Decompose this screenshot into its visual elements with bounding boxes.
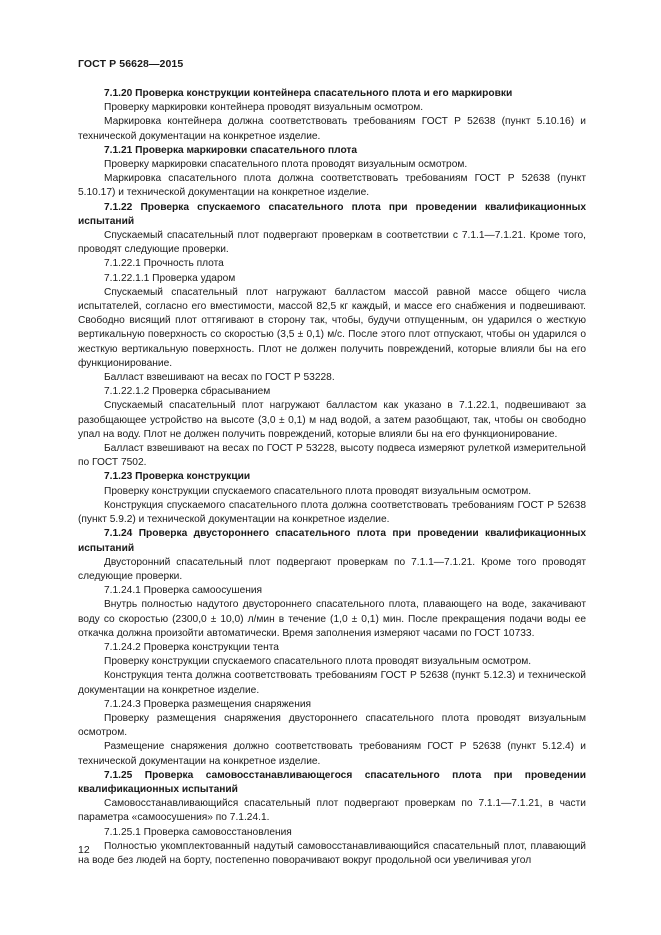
paragraph: Спускаемый спасательный плот нагружают балластом массой равной массе общего числа испытателей, согласно его вместимости, массой 82,5 кг каждый, и массе его снабжения и подвешивают. Свободно висящий плот оттягивают в сторону так, чтобы, будучи отпущенным, он ударился о жесткую вертикальную поверхность со скоростью (3,5 ± 0,1) м/с. После этого плот отпускают, чтобы он ударился о жесткую вертикальную поверхность. Плот не должен получить повреждений, которые влияли бы на его функционирование.: [78, 286, 586, 369]
paragraph: Балласт взвешивают на весах по ГОСТ Р 53228, высоту подвеса измеряют рулеткой измерительной по ГОСТ 7502.: [78, 443, 586, 469]
paragraph: Самовосстанавливающийся спасательный плот подвергают проверкам по 7.1.1—7.1.21, в части параметра «самоосушения» по 7.1.24.1.: [78, 798, 586, 824]
paragraph: Спускаемый спасательный плот нагружают балластом как указано в 7.1.22.1, подвешивают за разобщающее устройство на высоте (3,0 ± 0,1) м над водой, а затем разобщают, так, чтобы он свободно упал на воду. Плот не должен получить повреждений, которые влияли бы на его функционирование.: [78, 400, 586, 440]
paragraph: 7.1.22.1.2 Проверка сбрасыванием: [104, 386, 271, 398]
paragraph: Конструкция спускаемого спасательного плота должна соответствовать требованиям ГОСТ Р 52638 (пункт 5.9.2) и технической документации на конкретное изделие.: [78, 499, 586, 526]
paragraph: Маркировка контейнера должна соответствовать требованиям ГОСТ Р 52638 (пункт 5.10.16) и технической документации на конкретное изделие.: [78, 116, 586, 142]
paragraph: Проверку конструкции спускаемого спасательного плота проводят визуальным осмотром.: [104, 656, 532, 668]
paragraph: 7.1.22.1.1 Проверка ударом: [104, 272, 236, 284]
section-heading: 7.1.21 Проверка маркировки спасательного плота: [104, 144, 358, 156]
paragraph: Внутрь полностью надутого двустороннего спасательного плота, плавающего на воде, закачивают воду со скоростью (2300,0 ± 10,0) л/мин в течение (1,0 ± 0,1) мин. После прекращения подачи воды ее откачка должна произойти автоматически. Время заполнения измеряют часами по ГОСТ 10733.: [78, 599, 586, 639]
paragraph: Балласт взвешивают на весах по ГОСТ Р 53228.: [104, 372, 335, 384]
paragraph: 7.1.22.1 Прочность плота: [104, 258, 224, 270]
paragraph: 7.1.24.3 Проверка размещения снаряжения: [104, 698, 312, 710]
section-heading: 7.1.24 Проверка двустороннего спасательного плота при проведении квалификационных испытаний: [78, 528, 586, 554]
paragraph: Маркировка спасательного плота должна соответствовать требованиям ГОСТ Р 52638 (пункт 5.10.17) и технической документации на конкретное изделие.: [78, 173, 586, 199]
document-header: ГОСТ Р 56628—2015: [78, 58, 184, 70]
paragraph: Размещение снаряжения должно соответствовать требованиям ГОСТ Р 52638 (пункт 5.12.4) и технической документации на конкретное изделие.: [78, 741, 586, 767]
paragraph: Двусторонний спасательный плот подвергают проверкам по 7.1.1—7.1.21. Кроме того проводят следующие проверки.: [78, 556, 586, 582]
paragraph: Проверку маркировки спасательного плота проводят визуальным осмотром.: [104, 159, 468, 171]
paragraph: Спускаемый спасательный плот подвергают проверкам в соответствии с 7.1.1—7.1.21. Кроме того, проводят следующие проверки.: [78, 230, 586, 256]
page-number: 12: [78, 844, 90, 856]
section-heading: 7.1.23 Проверка конструкции: [104, 471, 251, 483]
document-body: [78, 87, 586, 868]
paragraph: 7.1.24.2 Проверка конструкции тента: [104, 641, 279, 653]
section-heading: 7.1.22 Проверка спускаемого спасательного плота при проведении квалификационных испытаний: [78, 201, 586, 227]
paragraph: Проверку размещения снаряжения двустороннего спасательного плота проводят визуальным осмотром.: [78, 712, 586, 739]
paragraph: Конструкция тента должна соответствовать требованиям ГОСТ Р 52638 (пункт 5.12.3) и технической документации на конкретное изделие.: [78, 670, 586, 696]
paragraph: Проверку конструкции спускаемого спасательного плота проводят визуальным осмотром.: [104, 485, 532, 497]
section-heading: 7.1.20 Проверка конструкции контейнера спасательного плота и его маркировки: [104, 88, 513, 99]
section-heading: 7.1.25 Проверка самовосстанавливающегося спасательного плота при проведении квалификационных испытаний: [78, 769, 586, 795]
paragraph: Полностью укомплектованный надутый самовосстанавливающийся спасательный плот, плавающий на воде без людей на борту, постепенно поворачивают вокруг продольной оси увеличивая угол: [78, 840, 586, 866]
paragraph: 7.1.24.1 Проверка самоосушения: [104, 585, 263, 597]
paragraph: 7.1.25.1 Проверка самовосстановления: [104, 826, 292, 838]
paragraph: Проверку маркировки контейнера проводят визуальным осмотром.: [104, 102, 424, 114]
